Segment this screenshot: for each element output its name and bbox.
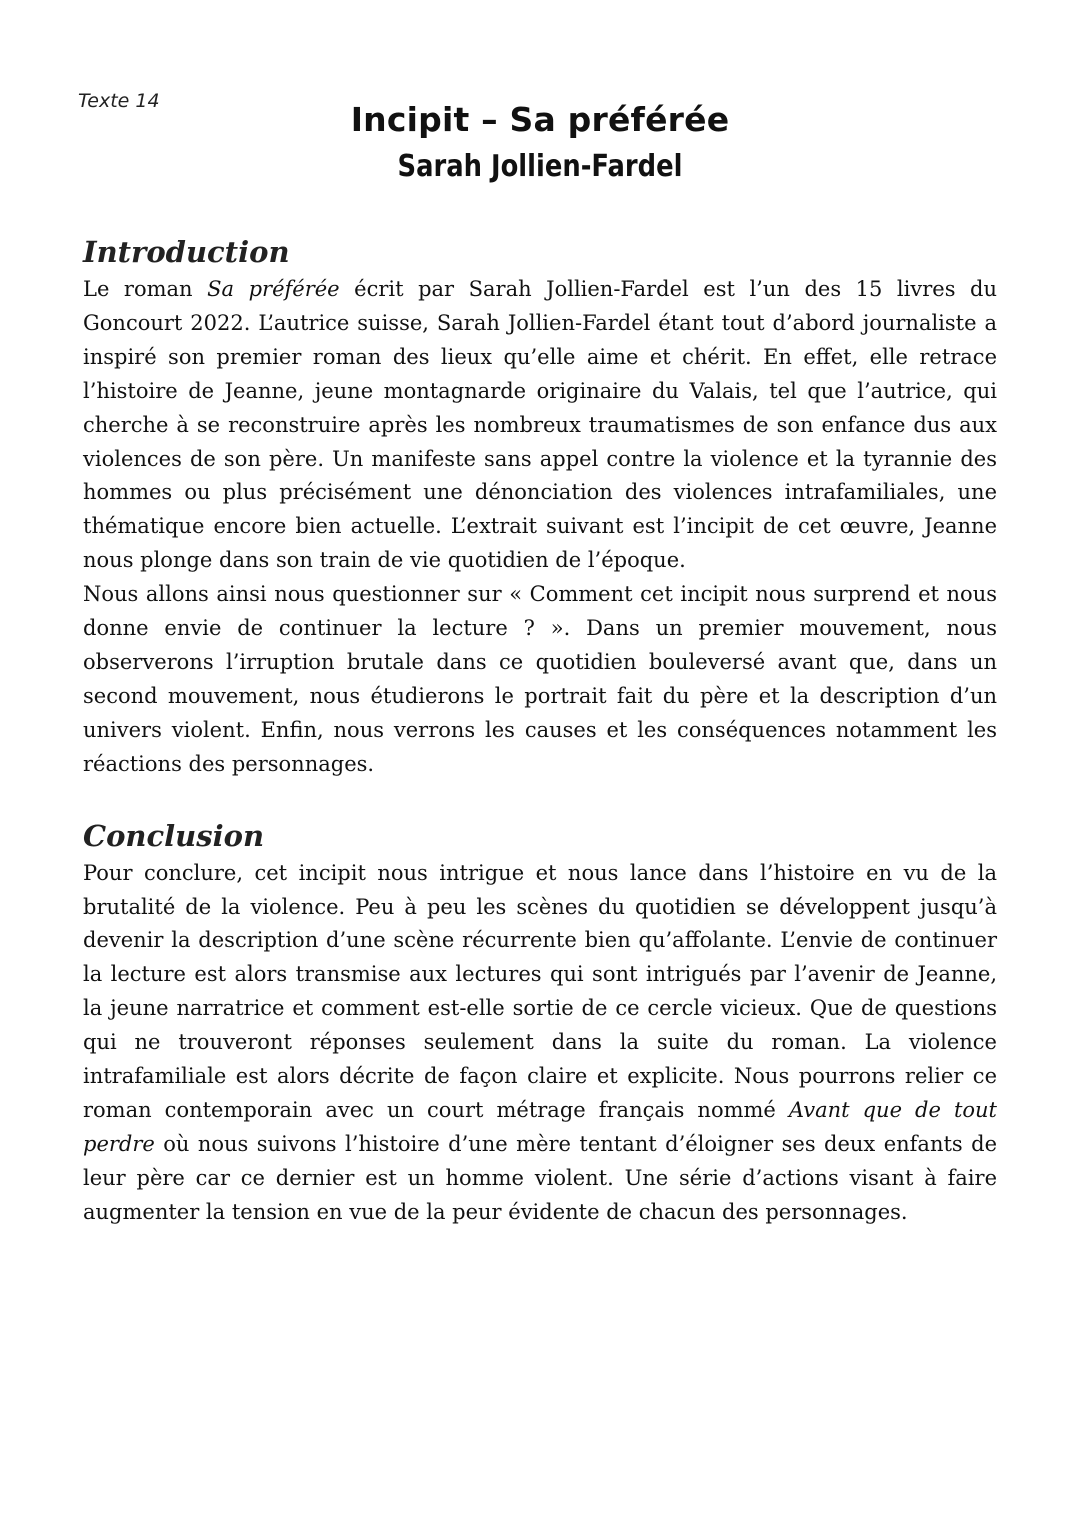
film-title-italic: Avant que de tout perdre bbox=[83, 1097, 997, 1156]
document-header bbox=[0, 96, 1080, 190]
introduction-paragraph-2: Nous allons ainsi nous questionner sur « Comment cet incipit nous surprend et nous donne envie de continuer la lecture ? ». Dans un premier mouvement, nous observerons l’irruption brutale dans ce quotidien bouleversé avant que, dans un second mouvement, nous étudierons le portrait fait du père et la description d’un univers violent. Enfin, nous verrons les causes et les conséquences notamment les réactions des personnages. bbox=[83, 582, 997, 776]
section-spacer bbox=[83, 782, 997, 815]
intro-p1-text-b: écrit par Sarah Jollien-Fardel est l’un des 15 livres du Goncourt 2022. L’autrice suisse, Sarah Jollien-Fardel étant tout d’abord journaliste a inspiré son premier roman des lieux qu’elle aime et chérit. En effet, elle retrace l’histoire de Jeanne, jeune montagnarde originaire du Valais, tel que l’autrice, qui cherche à se reconstruire après les nombreux traumatismes de son enfance dus aux violences de son père. Un manifeste sans appel contre la violence et la tyrannie des hommes ou plus précisément une dénonciation des violences intrafamiliales, une thématique encore bien actuelle. L’extrait suivant est l’incipit de cet œuvre, Jeanne nous plonge dans son train de vie quotidien de l’époque. bbox=[83, 277, 997, 573]
conclusion-section bbox=[83, 815, 997, 1230]
novel-title-italic: Sa préférée bbox=[207, 277, 340, 301]
document-title: Incipit – Sa préférée bbox=[350, 100, 730, 139]
conclusion-heading: Conclusion bbox=[83, 818, 265, 853]
introduction-section bbox=[83, 231, 997, 782]
introduction-heading: Introduction bbox=[83, 235, 290, 269]
intro-p1-text-a: Le roman bbox=[83, 277, 208, 301]
conclusion-paragraph bbox=[83, 857, 997, 1230]
document-author: Sarah Jollien-Fardel bbox=[397, 149, 683, 184]
text-number-label: Texte 14 bbox=[78, 90, 160, 112]
document-body bbox=[83, 231, 997, 1230]
conclusion-text-a: Pour conclure, cet incipit nous intrigue et nous lance dans l’histoire en vu de la brutalité de la violence. Peu à peu les scènes du quotidien se développent jusqu’à devenir la description d’une scène récurrente bien qu’affolante. L’envie de continuer la lecture est alors transmise aux lectures qui sont intrigués par l’avenir de Jeanne, la jeune narratrice et comment est-elle sortie de ce cercle vicieux. Que de questions qui ne trouveront réponses seulement dans la suite du roman. La violence intrafamiliale est alors décrite de façon claire et explicite. Nous pourrons relier ce roman contemporain avec un court métrage français nommé bbox=[83, 860, 997, 1122]
introduction-paragraph-1 bbox=[83, 273, 997, 578]
conclusion-text-b: où nous suivons l’histoire d’une mère tentant d’éloigner ses deux enfants de leur père car ce dernier est un homme violent. Une série d’actions visant à faire augmenter la tension en vue de la peur évidente de chacun des personnages. bbox=[83, 1131, 997, 1224]
